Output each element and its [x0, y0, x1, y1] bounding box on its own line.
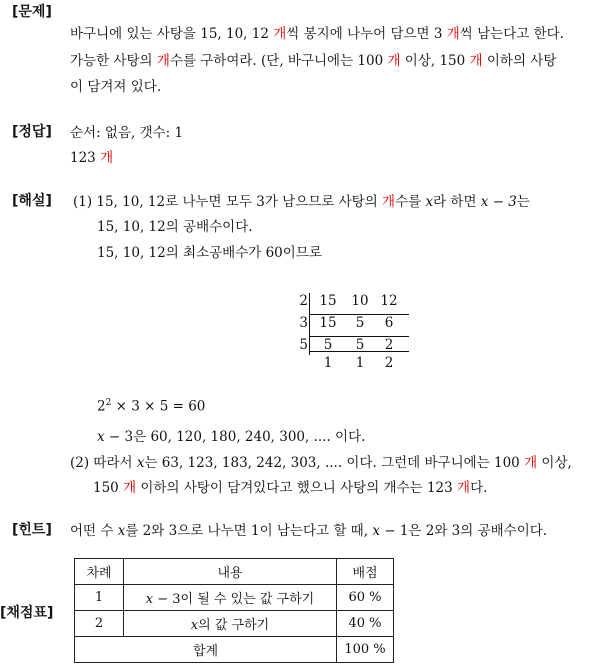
solution-multiples: x − 3은 60, 120, 180, 240, 300, .... 이다. [97, 429, 366, 445]
division-cell: 6 [384, 315, 394, 331]
grading-label: [채점표] [0, 605, 54, 621]
lcm-calculation: $2^2 \times 3 \times 5 = 60$ [97, 398, 206, 415]
row-score: 40 % [337, 611, 394, 637]
solution-step1-line2: 15, 10, 12의 공배수이다. [97, 219, 253, 235]
answer-line-1: 순서: 없음, 갯수: 1 [70, 125, 184, 141]
division-cell: 5 [355, 337, 365, 353]
division-bracket [309, 293, 310, 355]
table-row [75, 611, 394, 637]
problem-line-2: 가능한 사탕의 개수를 구하여라. (단, 바구니에는 100 개 이상, 150 개 이하의 사탕 [70, 53, 557, 69]
header-content: 내용 [124, 559, 337, 585]
row-order: 1 [75, 585, 124, 611]
hint-label: [힌트] [12, 522, 52, 538]
answer-line-2: 123 개 [70, 150, 114, 166]
header-score: 배점 [337, 559, 394, 585]
solution-step2-line1: (2) 따라서 x는 63, 123, 183, 242, 303, .... 이다. 그런데 바구니에는 100 개 이상, [70, 455, 572, 471]
row-score: 60 % [337, 585, 394, 611]
division-cell: 15 [319, 293, 337, 309]
row-order: 2 [75, 611, 124, 637]
divisor: 2 [299, 293, 308, 309]
grading-table [74, 558, 394, 663]
answer-label: [정답] [12, 124, 52, 140]
solution-step2-line2: 150 개 이하의 사탕이 담겨있다고 했으니 사탕의 개수는 123 개다. [93, 480, 488, 496]
divisor: 3 [299, 315, 308, 331]
problem-label: [문제] [12, 4, 52, 20]
total-score: 100 % [337, 637, 394, 663]
solution-label: [해설] [12, 193, 52, 209]
division-cell: 2 [384, 337, 394, 353]
division-cell: 15 [319, 315, 337, 331]
row-content: x의 값 구하기 [124, 611, 337, 637]
division-cell: 5 [355, 315, 365, 331]
division-result: 2 [384, 355, 394, 371]
row-content: x − 3이 될 수 있는 값 구하기 [124, 585, 337, 611]
division-result: 1 [323, 355, 333, 371]
division-result: 1 [355, 355, 365, 371]
division-cell: 10 [351, 293, 369, 309]
solution-step1-line3: 15, 10, 12의 최소공배수가 60이므로 [97, 245, 322, 261]
table-total-row [75, 637, 394, 663]
division-cell: 12 [380, 293, 398, 309]
divisor: 5 [299, 337, 308, 353]
table-row [75, 585, 394, 611]
problem-line-3: 이 담겨져 있다. [70, 79, 162, 95]
total-label: 합계 [75, 637, 337, 663]
header-order: 차례 [75, 559, 124, 585]
division-cell: 5 [323, 337, 333, 353]
problem-line-1: 바구니에 있는 사탕을 15, 10, 12 개씩 봉지에 나누어 담으면 3 개씩 남는다고 한다. [70, 26, 564, 42]
solution-step1-line1: (1) 15, 10, 12로 나누면 모두 3가 남으므로 사탕의 개수를 x라 하면 x − 3는 [73, 194, 530, 210]
table-header-row [75, 559, 394, 585]
hint-text: 어떤 수 x를 2와 3으로 나누면 1이 남는다고 할 때, x − 1은 2와 3의 공배수이다. [70, 523, 548, 539]
